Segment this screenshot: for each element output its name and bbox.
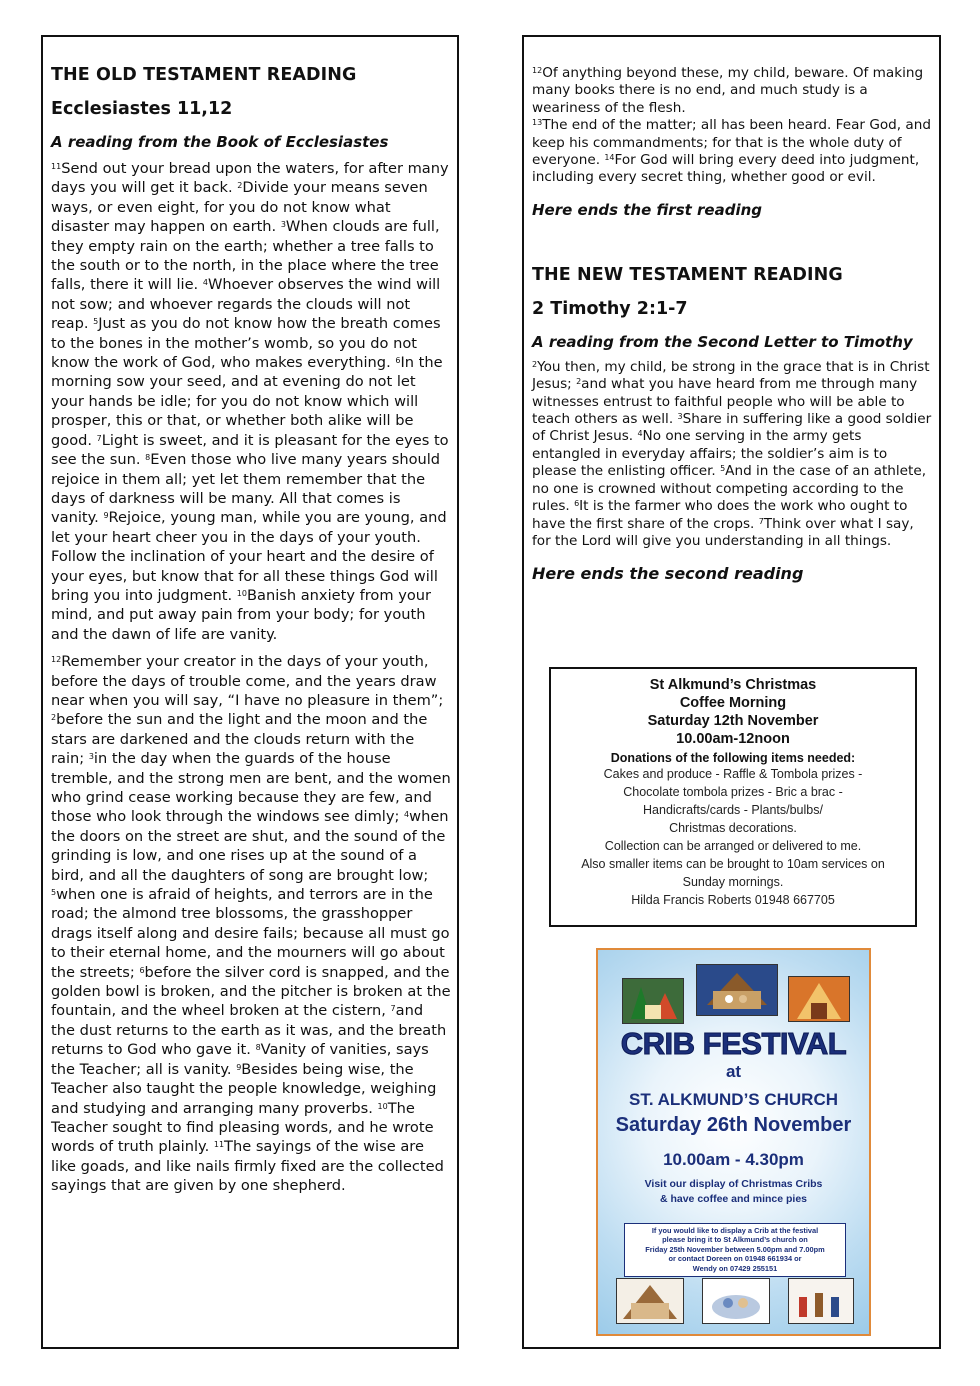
end-second-reading: Here ends the second reading	[532, 564, 804, 584]
verse-text: Vanity of vanities, says the Teacher; all is vanity.	[51, 1041, 429, 1078]
verse-text: Banish anxiety from your mind, and put away pain from your body; for youth and the dawn of life are vanity.	[51, 586, 432, 643]
new-testament-paragraph	[532, 359, 933, 550]
verse-text: The sayings of the wise are like goads, and like nails firmly fixed are the collected sayings that are given by one shepherd.	[51, 1138, 444, 1195]
verse-number: 12	[532, 66, 543, 75]
verse-text: Of anything beyond these, my child, beware. Of making many books there is no end, and much study is a weariness of the flesh.	[532, 65, 924, 116]
verse-text: Even those who live many years should rejoice in them all; yet let them remember that the days of darkness will be many. All that comes is vanity.	[51, 451, 441, 527]
verse-number: 2	[576, 377, 582, 387]
verse-number: 6	[574, 499, 580, 509]
poster-visit-1: Visit our display of Christmas Cribs	[644, 1178, 823, 1190]
coffee-date: Saturday 12th November	[647, 713, 819, 729]
poster-info-line: Wendy on 07429 255151	[692, 1263, 778, 1273]
crib-scene-icon	[623, 979, 683, 1023]
verse-text: You then, my child, be strong in the grace that is in Christ Jesus;	[532, 358, 930, 393]
coffee-item: Christmas decorations.	[669, 821, 797, 835]
verse-text: And in the case of an athlete, no one is crowned without competing according to the rules.	[532, 463, 927, 515]
old-testament-paragraph-2	[51, 652, 451, 1195]
coffee-item: Collection can be arranged or delivered to me.	[604, 839, 862, 853]
ecclesiastes-continuation	[532, 65, 933, 187]
old-testament-reference: Ecclesiastes 11,12	[51, 99, 233, 119]
verse-number: 11	[51, 162, 62, 171]
verse-text: when one is afraid of heights, and terrors are in the road; the almond tree blossoms, the grasshopper drags itself along and desire fails; because all must go to their eternal home, and the mourners will go about the streets;	[51, 886, 450, 981]
coffee-morning-notice	[549, 667, 917, 927]
new-testament-reference: 2 Timothy 2:1-7	[532, 298, 688, 319]
verse-text: Send out your bread upon the waters, for after many days you will get it back.	[51, 160, 449, 197]
verse-number: 7	[390, 1004, 396, 1014]
verse-text: The Teacher sought to find pleasing words, and he wrote words of truth plainly.	[51, 1099, 434, 1156]
verse-number: 5	[720, 464, 726, 474]
verse-number: 3	[88, 752, 94, 762]
verse-text: No one serving in the army gets entangled in everyday affairs; the soldier’s aim is to please the enlisting officer.	[532, 428, 888, 480]
poster-info-box	[624, 1223, 846, 1277]
crib-festival-poster	[596, 948, 871, 1336]
coffee-title-1: St Alkmund’s Christmas	[649, 677, 817, 693]
poster-date: Saturday 26th November	[615, 1114, 852, 1136]
verse-number: 5	[51, 888, 57, 898]
crib-photo	[788, 1278, 854, 1324]
verse-number: 12	[51, 655, 62, 665]
coffee-item: Also smaller items can be brought to 10am services on	[581, 857, 885, 871]
coffee-item: Cakes and produce - Raffle & Tombola prizes -	[603, 767, 863, 781]
verse-text: It is the farmer who does the work who ought to have the first share of the crops.	[532, 498, 908, 532]
donations-heading: Donations of the following items needed:	[610, 751, 856, 765]
new-testament-intro: A reading from the Second Letter to Timothy	[532, 332, 913, 351]
verse-number: 9	[236, 1062, 242, 1072]
verse-number: 6	[139, 965, 145, 975]
crib-photo	[616, 1278, 684, 1324]
verse-text: Just as you do not know how the breath comes to the bones in the mother’s womb, so you do not know the work of God, who makes everything.	[51, 315, 441, 372]
verse-number: 5	[93, 317, 99, 327]
crib-photo	[696, 964, 778, 1016]
verse-text: and the dust returns to the earth as it was, and the breath returns to God who gave it.	[51, 1002, 447, 1059]
verse-number: 14	[604, 153, 615, 163]
verse-text: For God will bring every deed into judgment, including every secret thing, whether good or evil.	[532, 152, 920, 186]
verse-number: 9	[103, 511, 109, 521]
coffee-contact: Hilda Francis Roberts 01948 667705	[631, 893, 835, 907]
crib-photo	[702, 1278, 770, 1324]
old-testament-intro: A reading from the Book of Ecclesiastes	[51, 133, 389, 151]
old-testament-column	[41, 35, 459, 1349]
verse-text: In the morning sow your seed, and at evening do not let your hands be idle; for you do not know which will prosper, this or that, or whether both alike will be good.	[51, 354, 443, 449]
poster-info-line: If you would like to display a Crib at the festival	[651, 1226, 819, 1235]
verse-text: Besides being wise, the Teacher also taught the people knowledge, weighing and studying and arranging many proverbs.	[51, 1060, 437, 1117]
poster-time: 10.00am - 4.30pm	[663, 1150, 804, 1169]
verse-text: and what you have heard from me through many witnesses entrust to faithful people who will be able to teach others as well.	[532, 376, 918, 428]
verse-text: Rejoice, young man, while you are young, and let your heart cheer you in the days of your youth. Follow the inclination of your heart and the desire of your eyes, but know that for all these things God will bring you into judgment.	[51, 509, 447, 604]
poster-info-line: or contact Doreen on 01948 661934 or	[668, 1254, 802, 1264]
coffee-item: Handicrafts/cards - Plants/bulbs/	[643, 803, 823, 817]
verse-text: before the sun and the light and the moon and the stars are darkened and the clouds return with the rain;	[51, 711, 428, 768]
poster-info-line: please bring it to St Alkmund’s church on	[662, 1235, 808, 1245]
coffee-item: Sunday mornings.	[682, 875, 784, 889]
verse-text: Divide your means seven ways, or even eight, for you do not know what disaster may happen on earth.	[51, 179, 428, 236]
verse-text: Light is sweet, and it is pleasant for the eyes to see the sun.	[51, 431, 449, 469]
coffee-title-2: Coffee Morning	[679, 695, 787, 711]
verse-number: 2	[237, 181, 243, 191]
verse-number: 13	[532, 118, 543, 128]
verse-text: Whoever observes the wind will not sow; and whoever regards the clouds will not reap.	[51, 276, 441, 333]
verse-number: 11	[213, 1140, 225, 1150]
verse-text: before the silver cord is snapped, and the golden bowl is broken, and the pitcher is broken at the fountain, and the wheel broken at the cistern,	[51, 963, 451, 1020]
verse-number: 3	[280, 220, 286, 230]
old-testament-heading: THE OLD TESTAMENT READING	[51, 65, 357, 85]
crib-photo	[622, 978, 684, 1024]
verse-text: Think over what I say, for the Lord will give you understanding in all things.	[532, 515, 914, 549]
verse-text: in the day when the guards of the house tremble, and the strong men are bent, and the women who grind cease working because they are few, and those who look through the windows see dimly;	[51, 750, 451, 826]
poster-visit-2: & have coffee and mince pies	[659, 1193, 808, 1205]
verse-text: When clouds are full, they empty rain on the earth; whether a tree falls to the south or to the north, in the place where the tree falls, there it will lie.	[51, 218, 440, 294]
verse-number: 3	[677, 412, 683, 422]
coffee-item: Chocolate tombola prizes - Bric a brac -	[623, 785, 843, 799]
verse-number: 4	[202, 278, 208, 288]
crib-scene-icon	[789, 1279, 853, 1323]
poster-at: at	[725, 1062, 742, 1081]
verse-text: Share in suffering like a good soldier of Christ Jesus.	[532, 411, 932, 445]
coffee-time: 10.00am-12noon	[676, 731, 790, 747]
verse-number: 7	[96, 433, 102, 443]
crib-photo	[788, 976, 850, 1022]
verse-text: Remember your creator in the days of your youth, before the days of trouble come, and the years draw near when you will say, “I have no pleasure in them”;	[51, 653, 444, 709]
poster-church: ST. ALKMUND’S CHURCH	[628, 1090, 839, 1109]
new-testament-heading: THE NEW TESTAMENT READING	[532, 264, 843, 285]
verse-number: 2	[51, 713, 57, 723]
verse-number: 10	[236, 588, 247, 598]
verse-number: 10	[377, 1101, 388, 1111]
crib-scene-icon	[617, 1279, 683, 1323]
end-first-reading: Here ends the first reading	[532, 200, 763, 219]
verse-number: 6	[395, 356, 401, 366]
verse-number: 8	[145, 453, 151, 463]
verse-number: 4	[404, 810, 410, 820]
verse-number: 4	[637, 429, 643, 439]
crib-scene-icon	[697, 965, 777, 1015]
verse-text: when the doors on the street are shut, and the sound of the grinding is low, and one rises up at the sound of a bird, and all the daughters of song are brought low;	[51, 808, 449, 884]
crib-festival-title: CRIB FESTIVAL	[620, 1026, 847, 1061]
verse-number: 2	[532, 359, 538, 369]
crib-scene-icon	[789, 977, 849, 1021]
verse-number: 7	[758, 516, 764, 526]
verse-text: The end of the matter; all has been heard. Fear God, and keep his commandments; for that is the whole duty of everyone.	[532, 117, 932, 169]
poster-info-line: Friday 25th November between 5.00pm and 7.00pm	[645, 1244, 825, 1254]
crib-scene-icon	[703, 1279, 769, 1323]
old-testament-paragraph-1	[51, 159, 451, 644]
verse-number: 8	[255, 1043, 261, 1053]
